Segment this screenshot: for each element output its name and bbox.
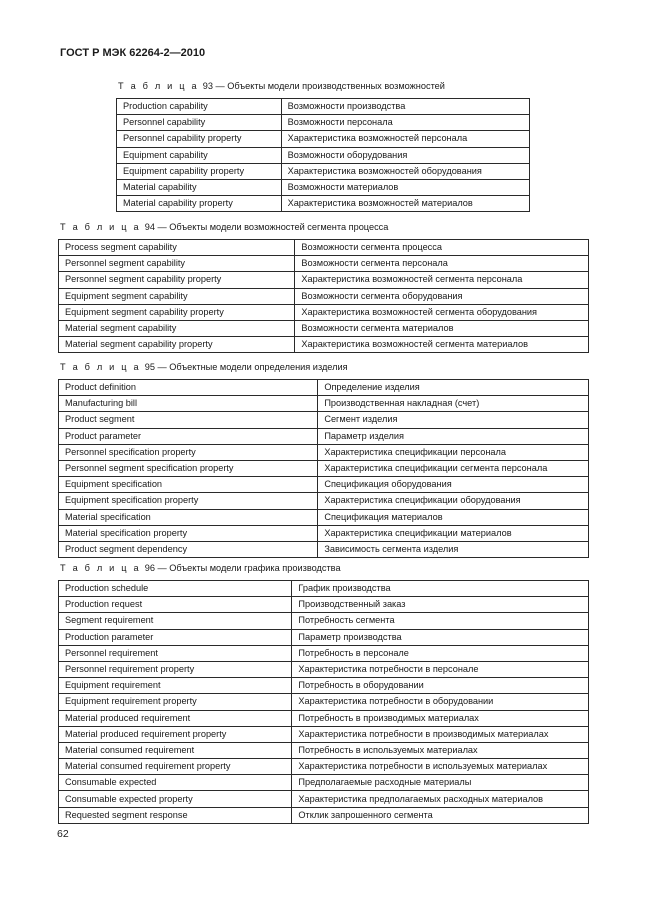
term-ru-cell: Потребность в производимых материалах (292, 710, 589, 726)
term-ru-cell: Параметр изделия (318, 428, 589, 444)
page-number: 62 (57, 828, 69, 840)
table-title: 94 — Объекты модели возможностей сегмента процесса (144, 222, 389, 232)
term-ru-cell: Характеристика возможностей материалов (281, 196, 529, 212)
term-ru-cell: Характеристика спецификации сегмента персонала (318, 460, 589, 476)
term-en-cell: Personnel capability property (117, 131, 282, 147)
term-ru-cell: Потребность в используемых материалах (292, 742, 589, 758)
term-ru-cell: Спецификация материалов (318, 509, 589, 525)
term-en-cell: Material segment capability (59, 320, 295, 336)
table-row (59, 396, 589, 412)
table-row (59, 613, 589, 629)
document-header: ГОСТ Р МЭК 62264-2—2010 (60, 47, 206, 59)
term-ru-cell: Сегмент изделия (318, 412, 589, 428)
table-label: Т а б л и ц а (60, 222, 141, 232)
table-row (59, 493, 589, 509)
table-row (59, 678, 589, 694)
table-row (59, 304, 589, 320)
term-en-cell: Personnel specification property (59, 444, 318, 460)
term-ru-cell: Характеристика потребности в оборудовании (292, 694, 589, 710)
term-ru-cell: Возможности материалов (281, 179, 529, 195)
term-en-cell: Process segment capability (59, 240, 295, 256)
table-94-caption (60, 222, 388, 232)
term-en-cell: Equipment capability (117, 147, 282, 163)
table-row (59, 775, 589, 791)
table-label: Т а б л и ц а (118, 81, 199, 91)
term-en-cell: Personnel segment capability (59, 256, 295, 272)
term-en-cell: Material consumed requirement property (59, 759, 292, 775)
table-row (59, 661, 589, 677)
term-en-cell: Material capability property (117, 196, 282, 212)
term-en-cell: Product segment dependency (59, 541, 318, 557)
term-ru-cell: Возможности сегмента процесса (295, 240, 589, 256)
table-row (59, 509, 589, 525)
table-row (59, 337, 589, 353)
term-ru-cell: Характеристика возможностей сегмента оборудования (295, 304, 589, 320)
term-ru-cell: Производственный заказ (292, 597, 589, 613)
term-ru-cell: Характеристика возможностей оборудования (281, 163, 529, 179)
term-ru-cell: Возможности персонала (281, 115, 529, 131)
table-body (59, 581, 589, 824)
table-row (59, 581, 589, 597)
term-ru-cell: Предполагаемые расходные материалы (292, 775, 589, 791)
term-en-cell: Equipment requirement property (59, 694, 292, 710)
table-95 (58, 379, 589, 558)
table-title: 93 — Объекты модели производственных возможностей (202, 81, 445, 91)
table-row (59, 807, 589, 823)
table-row (59, 791, 589, 807)
table-row (59, 597, 589, 613)
term-ru-cell: Параметр производства (292, 629, 589, 645)
term-en-cell: Segment requirement (59, 613, 292, 629)
term-en-cell: Material produced requirement (59, 710, 292, 726)
term-en-cell: Material specification property (59, 525, 318, 541)
term-ru-cell: Характеристика потребности в производимых материалах (292, 726, 589, 742)
term-ru-cell: Возможности производства (281, 99, 529, 115)
term-ru-cell: Характеристика возможностей сегмента персонала (295, 272, 589, 288)
table-label: Т а б л и ц а (60, 563, 141, 573)
term-ru-cell: Потребность в персонале (292, 645, 589, 661)
term-ru-cell: Характеристика потребности в персонале (292, 661, 589, 677)
term-en-cell: Manufacturing bill (59, 396, 318, 412)
table-body (59, 380, 589, 558)
table-row (59, 726, 589, 742)
term-ru-cell: Характеристика спецификации персонала (318, 444, 589, 460)
term-ru-cell: Производственная накладная (счет) (318, 396, 589, 412)
term-ru-cell: Характеристика возможностей сегмента материалов (295, 337, 589, 353)
table-row (59, 256, 589, 272)
table-row (117, 147, 530, 163)
term-ru-cell: Характеристика возможностей персонала (281, 131, 529, 147)
term-en-cell: Requested segment response (59, 807, 292, 823)
table-row (59, 710, 589, 726)
term-en-cell: Consumable expected property (59, 791, 292, 807)
term-ru-cell: Возможности сегмента оборудования (295, 288, 589, 304)
term-en-cell: Material segment capability property (59, 337, 295, 353)
table-row (59, 742, 589, 758)
table-title: 95 — Объектные модели определения изделия (144, 362, 348, 372)
table-row (59, 629, 589, 645)
table-row (59, 288, 589, 304)
table-row (59, 412, 589, 428)
table-row (59, 380, 589, 396)
table-body (59, 240, 589, 353)
term-en-cell: Production capability (117, 99, 282, 115)
table-body (117, 99, 530, 212)
table-93 (116, 98, 530, 212)
term-en-cell: Production request (59, 597, 292, 613)
term-en-cell: Product parameter (59, 428, 318, 444)
term-en-cell: Consumable expected (59, 775, 292, 791)
table-96 (58, 580, 589, 824)
term-ru-cell: Зависимость сегмента изделия (318, 541, 589, 557)
table-row (59, 460, 589, 476)
term-ru-cell: График производства (292, 581, 589, 597)
table-row (59, 428, 589, 444)
table-93-caption (118, 81, 445, 91)
table-row (59, 272, 589, 288)
term-en-cell: Material produced requirement property (59, 726, 292, 742)
table-label: Т а б л и ц а (60, 362, 141, 372)
term-en-cell: Material specification (59, 509, 318, 525)
term-en-cell: Equipment specification (59, 477, 318, 493)
term-en-cell: Material consumed requirement (59, 742, 292, 758)
term-ru-cell: Потребность в оборудовании (292, 678, 589, 694)
table-94 (58, 239, 589, 353)
table-row (117, 131, 530, 147)
table-row (59, 541, 589, 557)
term-ru-cell: Определение изделия (318, 380, 589, 396)
table-row (117, 196, 530, 212)
term-en-cell: Personnel requirement (59, 645, 292, 661)
term-ru-cell: Отклик запрошенного сегмента (292, 807, 589, 823)
term-ru-cell: Потребность сегмента (292, 613, 589, 629)
term-en-cell: Product segment (59, 412, 318, 428)
table-row (59, 477, 589, 493)
table-title: 96 — Объекты модели графика производства (144, 563, 341, 573)
term-en-cell: Equipment capability property (117, 163, 282, 179)
term-ru-cell: Возможности сегмента материалов (295, 320, 589, 336)
term-en-cell: Personnel segment capability property (59, 272, 295, 288)
term-en-cell: Equipment segment capability (59, 288, 295, 304)
table-row (117, 179, 530, 195)
table-95-caption (60, 362, 348, 372)
term-ru-cell: Спецификация оборудования (318, 477, 589, 493)
term-ru-cell: Характеристика спецификации материалов (318, 525, 589, 541)
term-en-cell: Personnel requirement property (59, 661, 292, 677)
term-en-cell: Personnel capability (117, 115, 282, 131)
term-ru-cell: Возможности оборудования (281, 147, 529, 163)
table-row (59, 525, 589, 541)
term-en-cell: Product definition (59, 380, 318, 396)
term-en-cell: Equipment segment capability property (59, 304, 295, 320)
term-ru-cell: Возможности сегмента персонала (295, 256, 589, 272)
term-ru-cell: Характеристика спецификации оборудования (318, 493, 589, 509)
term-en-cell: Production parameter (59, 629, 292, 645)
term-en-cell: Equipment specification property (59, 493, 318, 509)
term-en-cell: Equipment requirement (59, 678, 292, 694)
table-row (59, 320, 589, 336)
table-row (59, 694, 589, 710)
term-ru-cell: Характеристика предполагаемых расходных материалов (292, 791, 589, 807)
table-96-caption (60, 563, 341, 573)
table-row (117, 99, 530, 115)
table-row (117, 163, 530, 179)
table-row (117, 115, 530, 131)
term-ru-cell: Характеристика потребности в используемых материалах (292, 759, 589, 775)
table-row (59, 240, 589, 256)
table-row (59, 759, 589, 775)
term-en-cell: Personnel segment specification property (59, 460, 318, 476)
table-row (59, 444, 589, 460)
term-en-cell: Production schedule (59, 581, 292, 597)
term-en-cell: Material capability (117, 179, 282, 195)
table-row (59, 645, 589, 661)
